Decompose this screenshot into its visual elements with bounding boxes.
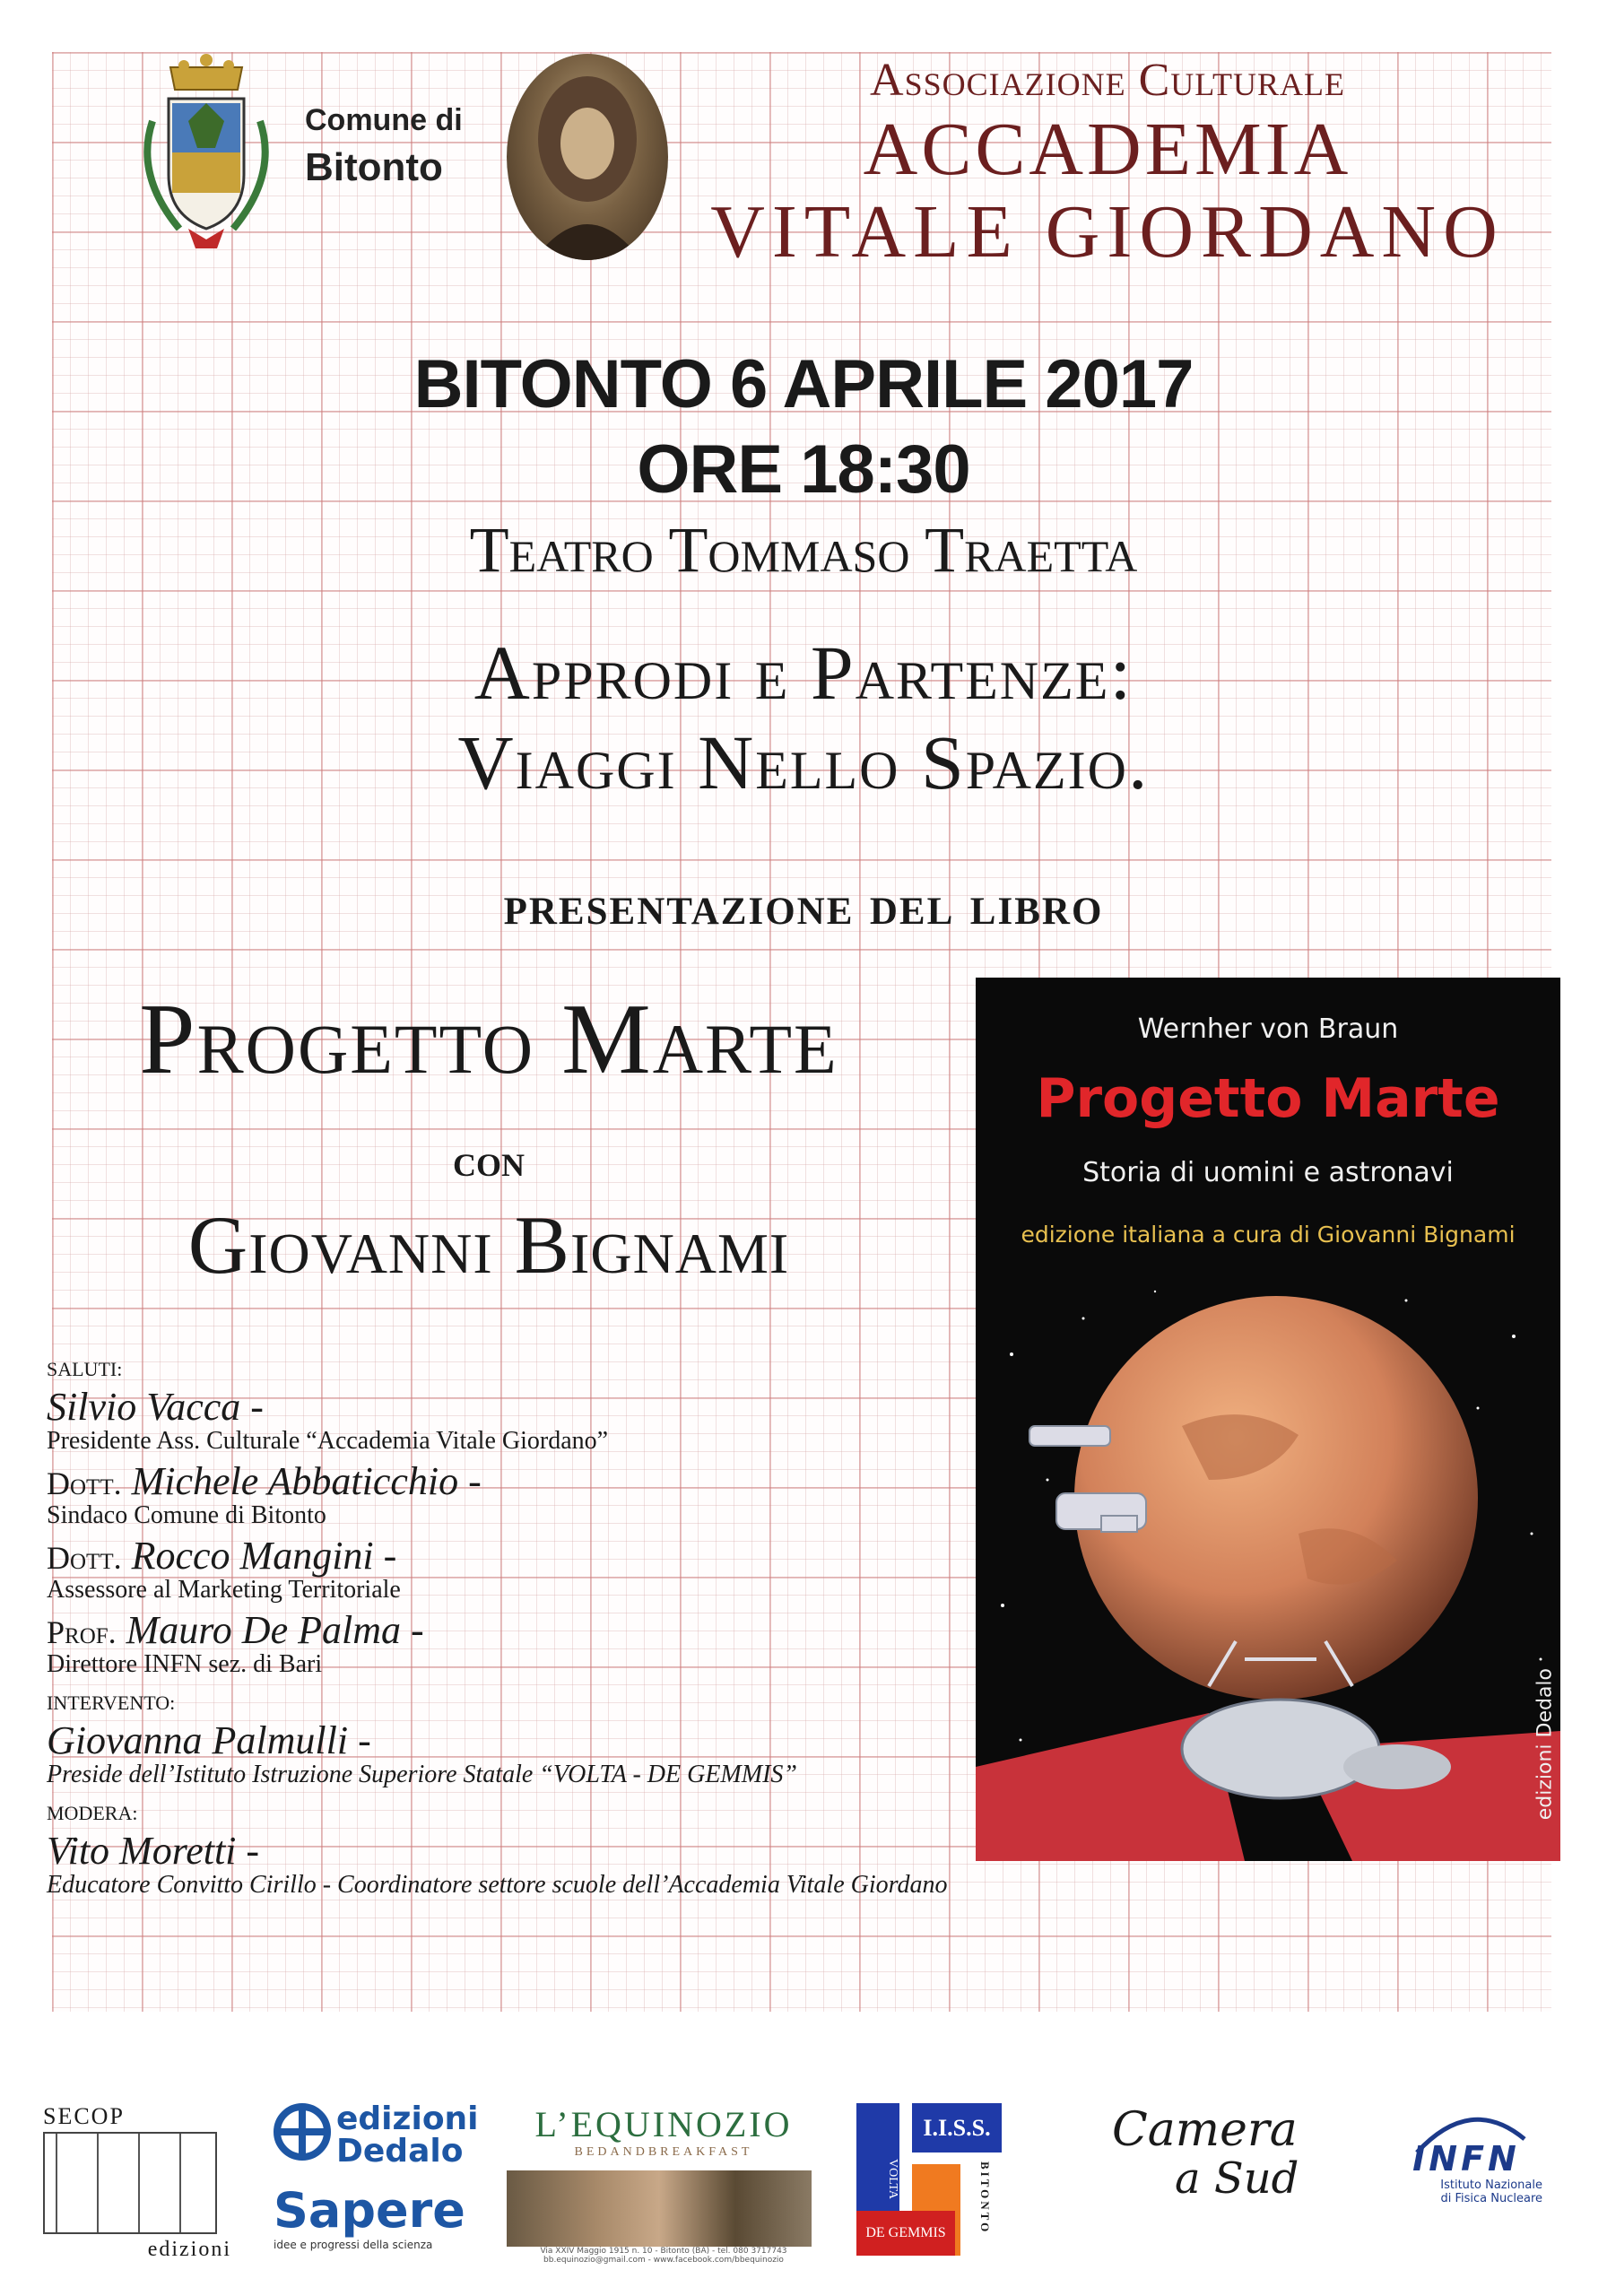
equinozio-web: bb.equinozio@gmail.com - www.facebook.com/bbequinozio: [543, 2256, 784, 2265]
topic-line1: Approdi e Partenze:: [473, 630, 1134, 716]
equinozio-photo: [507, 2170, 812, 2247]
book-title: Progetto Marte: [139, 984, 838, 1095]
speaker-role: Preside dell’Istituto Istruzione Superiore Statale “VOLTA - DE GEMMIS”: [47, 1761, 797, 1789]
speaker-name-text: Vito Moretti -: [47, 1828, 260, 1873]
accademia-vitale-giordano-logo: [691, 54, 1524, 274]
equinozio-address: Via XXIV Maggio 1915 n. 10 - Bitonto (BA) - tel. 080 3717743: [540, 2247, 787, 2256]
speaker-title: Prof.: [47, 1613, 117, 1650]
intervento-label: INTERVENTO:: [47, 1691, 176, 1714]
dedalo-line2: Dedalo: [336, 2133, 464, 2170]
credits-list: [47, 1345, 1168, 1900]
speaker-role: Educatore Convitto Cirillo - Coordinatore settore scuole dell’Accademia Vitale Giordano: [47, 1871, 948, 1900]
speaker-name: [47, 1828, 1168, 1873]
iiss-bitonto: BITONTO: [978, 2161, 992, 2235]
dedalo-line1: edizioni: [336, 2100, 479, 2137]
edizioni-dedalo-logo: [274, 2100, 479, 2256]
speaker-name-text: Rocco Mangini -: [131, 1533, 397, 1578]
presentation-label: presentazione del libro: [503, 875, 1104, 936]
infn-sub2: di Fisica Nucleare: [1440, 2192, 1542, 2205]
speaker-role: Presidente Ass. Culturale “Accademia Vitale Giordano”: [47, 1427, 609, 1456]
secop-edizioni: edizioni: [147, 2238, 231, 2261]
comune-di-bitonto-label: [305, 103, 463, 190]
event-time: ORE 18:30: [637, 431, 970, 508]
speaker-name: [47, 1720, 1168, 1761]
event-venue: Teatro Tommaso Traetta: [469, 514, 1138, 586]
cover-title: Progetto Marte: [1036, 1067, 1500, 1130]
cover-edition: edizione italiana a cura di Giovanni Bignami: [1021, 1222, 1516, 1248]
assoc-line3: VITALE GIORDANO: [710, 190, 1505, 274]
speaker-name: [47, 1607, 1168, 1652]
equinozio-logo: [507, 2103, 821, 2265]
cover-subtitle: Storia di uomini e astronavi: [1082, 1157, 1454, 1188]
speaker-name: [47, 1387, 1168, 1428]
speaker-name-text: Giovanna Palmulli -: [47, 1718, 371, 1762]
degemmis-label: DE GEMMIS: [856, 2211, 955, 2256]
infn-arc-icon: [1408, 2103, 1533, 2157]
sapere-label: Sapere: [274, 2182, 465, 2239]
speaker-name-text: Mauro De Palma -: [126, 1607, 424, 1652]
topic-line2: Viaggi Nello Spazio.: [457, 719, 1150, 805]
assoc-line1: Associazione Culturale: [870, 55, 1345, 106]
cover-author: Wernher von Braun: [1137, 1013, 1399, 1045]
speaker-role: Sindaco Comune di Bitonto: [47, 1501, 326, 1530]
speaker-role: Direttore INFN sez. di Bari: [47, 1650, 323, 1679]
with-label: con: [453, 1135, 525, 1187]
infn-sub1: Istituto Nazionale: [1440, 2179, 1542, 2192]
comune-line1: Comune di: [305, 103, 463, 137]
modera-label: MODERA:: [47, 1801, 138, 1824]
speaker-title: Dott.: [47, 1539, 122, 1576]
assoc-line2: ACCADEMIA: [863, 108, 1352, 191]
sapere-sub: idee e progressi della scienza: [274, 2239, 433, 2251]
dedalo-emblem-icon: [274, 2103, 331, 2161]
author-name: Giovanni Bignami: [187, 1199, 790, 1291]
bitonto-coat-of-arms-icon: [117, 49, 296, 256]
speaker-role: Assessore al Marketing Territoriale: [47, 1576, 401, 1605]
vitale-giordano-portrait: [507, 54, 668, 260]
speaker-name-text: Silvio Vacca -: [47, 1385, 264, 1429]
secop-name: SECOP: [43, 2103, 125, 2129]
camera-a-sud-logo: [1112, 2103, 1318, 2256]
secop-emblem-icon: [43, 2132, 217, 2234]
cover-publisher: edizioni Dedalo: [1533, 1668, 1556, 1821]
infn-name: INFN: [1412, 2139, 1520, 2179]
camera-line1: Camera: [1112, 2103, 1298, 2157]
event-date: BITONTO 6 APRILE 2017: [413, 346, 1194, 422]
speaker-title: Dott.: [47, 1465, 122, 1501]
speaker-name: [47, 1458, 1168, 1503]
iiss-label: I.I.S.S.: [912, 2103, 1002, 2152]
equinozio-name: L’EQUINOZIO: [534, 2104, 793, 2144]
comune-line2: Bitonto: [305, 145, 443, 189]
secop-edizioni-logo: [43, 2103, 231, 2261]
speaker-name-text: Michele Abbaticchio -: [131, 1458, 482, 1503]
saluti-label: SALUTI:: [47, 1358, 123, 1380]
iiss-volta-de-gemmis-logo: [856, 2103, 1045, 2256]
camera-line2: a Sud: [1175, 2153, 1299, 2204]
speaker-name: [47, 1535, 1168, 1577]
infn-logo: [1372, 2103, 1560, 2256]
volta-label: VOLTA: [886, 2159, 899, 2200]
equinozio-sub: BEDANDBREAKFAST: [574, 2145, 753, 2159]
